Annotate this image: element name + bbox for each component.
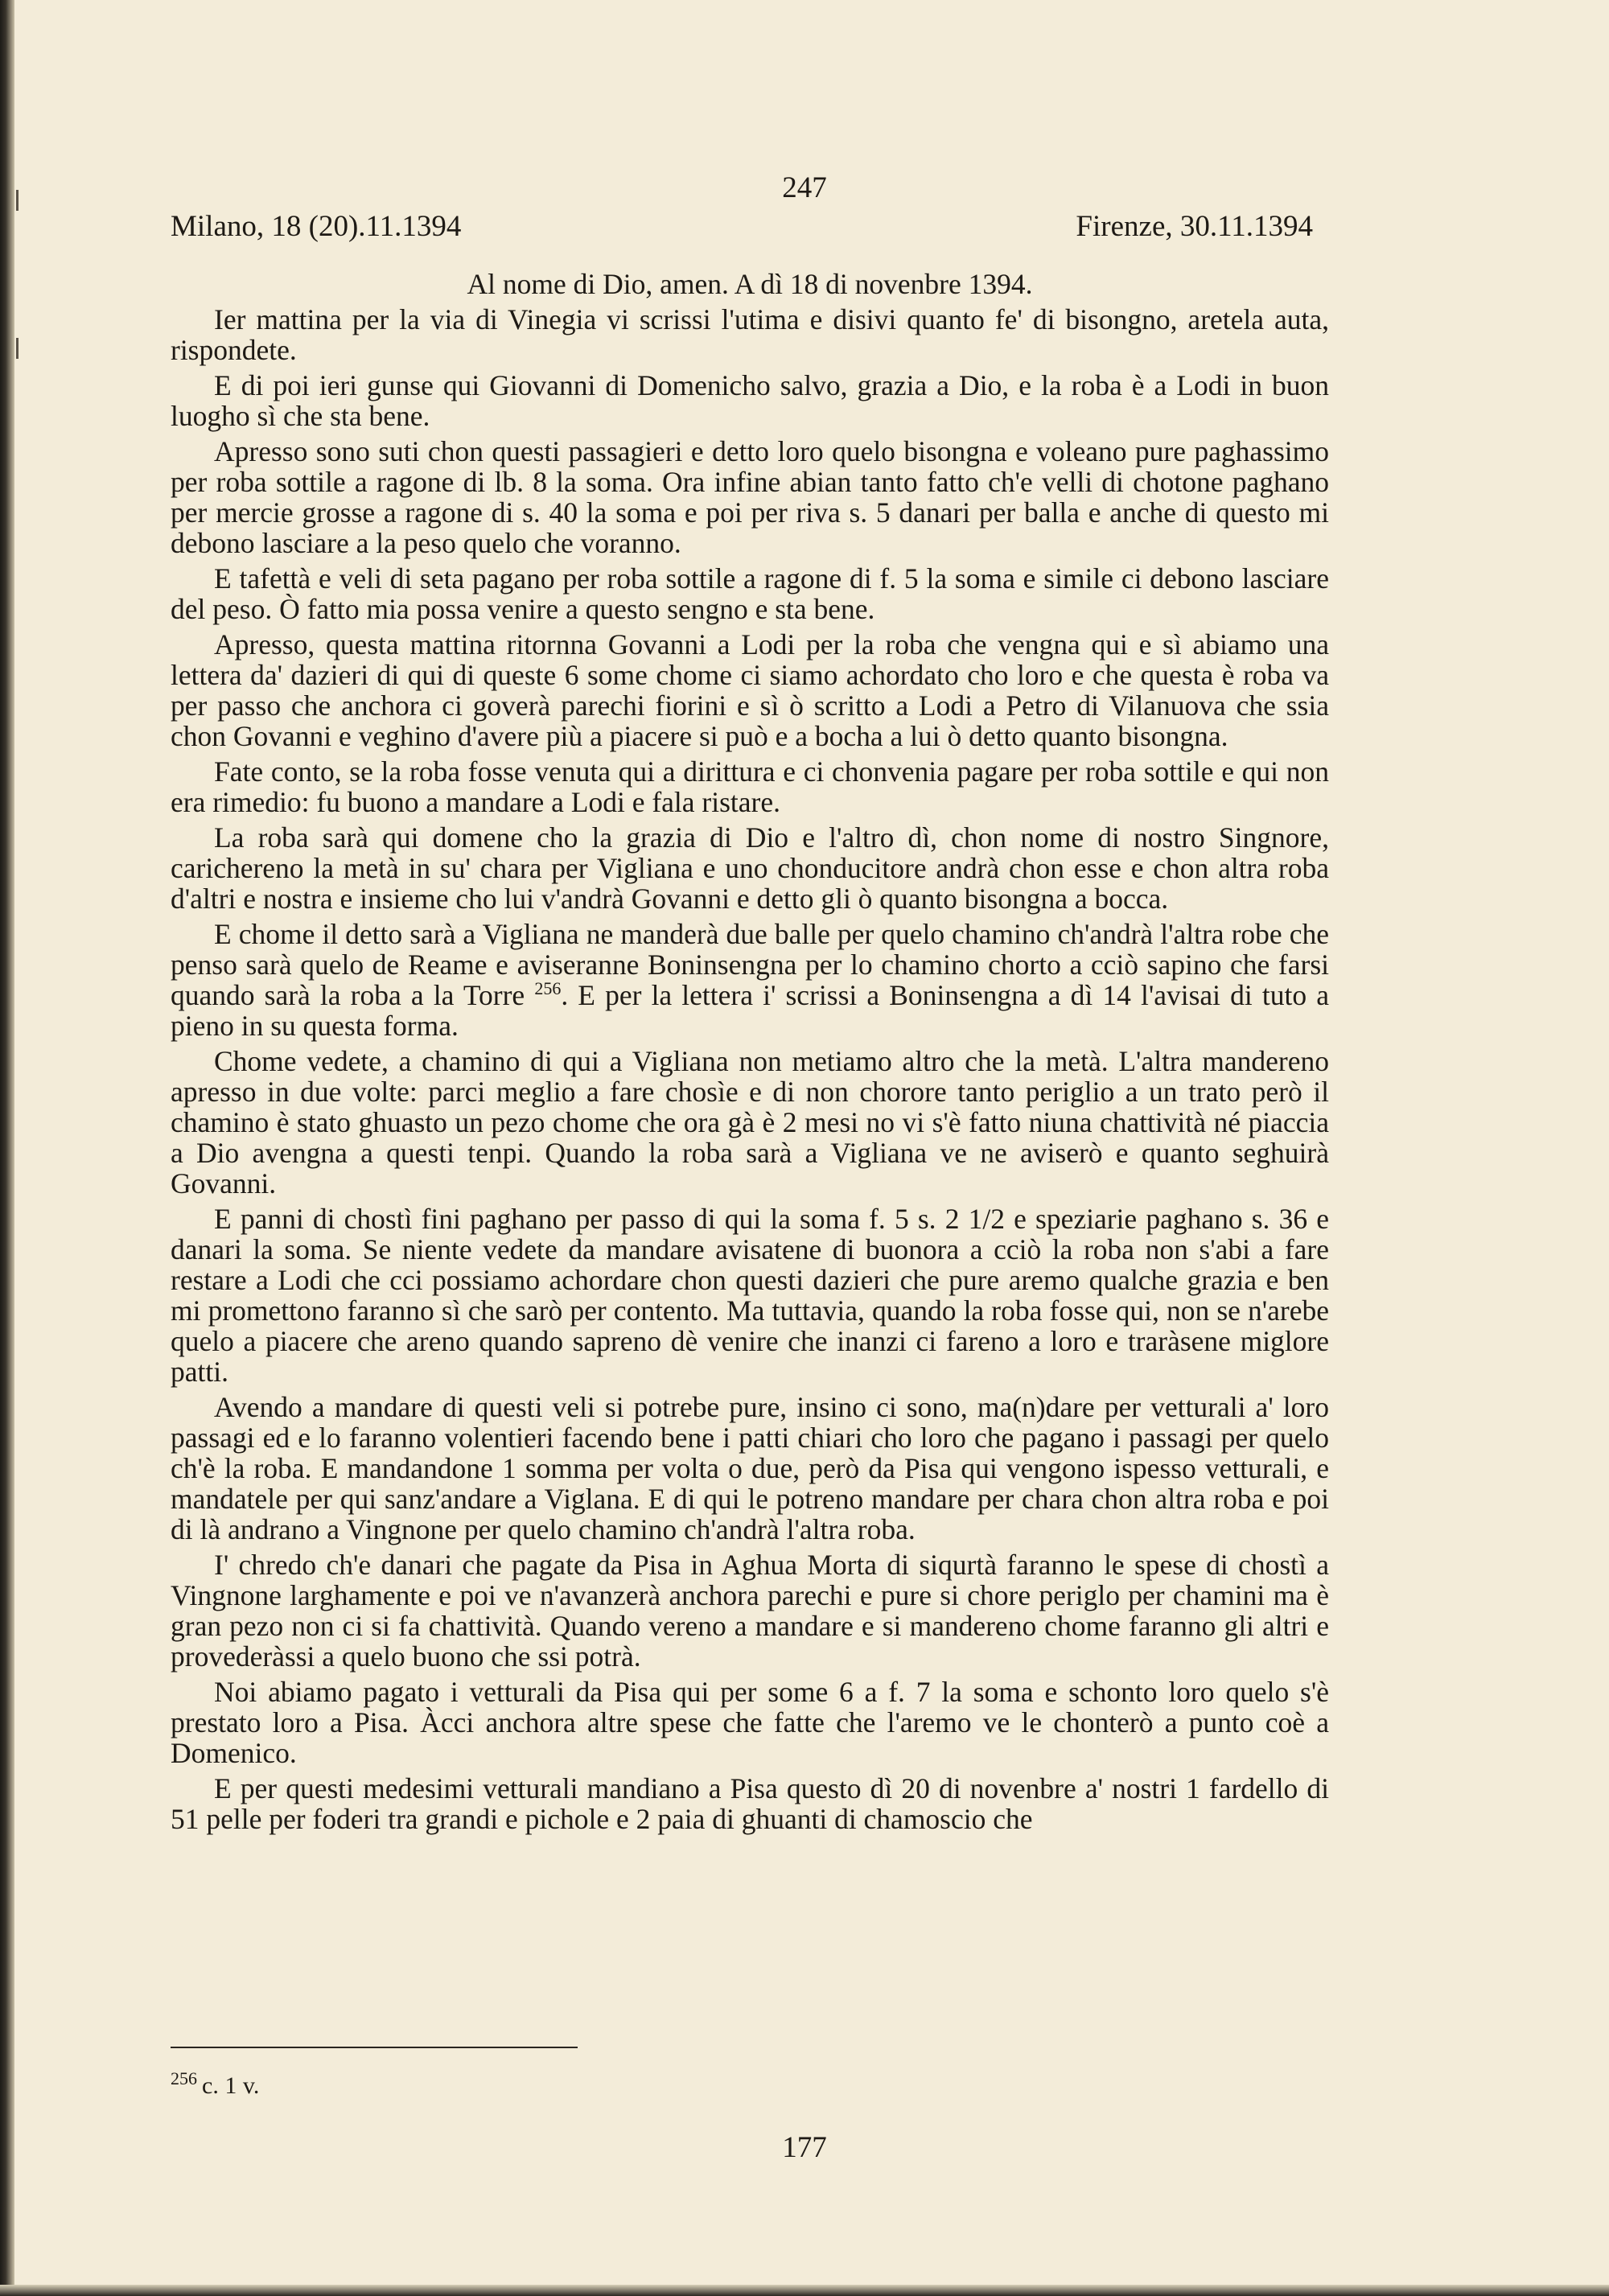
letter-salutation: Al nome di Dio, amen. A dì 18 di novenbre 1394. <box>467 268 1033 300</box>
paragraph: E panni di chostì fini paghano per passo di qui la soma f. 5 s. 2 1/2 e speziarie paghano s. 36 e danari la soma. Se niente vedete da mandare avisatene di buonora a cciò la roba non s'abi a fare restare a Lodi che cci possiamo achordare chon questi dazieri che pure aremo qualche grazia e ben mi promettono faranno sì che sarò per contento. Ma tuttavia, quando la roba fosse qui, non se n'arebe quelo a piacere che areno quando sapreno dè venire che inanzi ci fareno a loro e traràsene miglore patti. <box>171 1203 1329 1388</box>
paragraph: E tafettà e veli di seta pagano per roba sottile a ragone di f. 5 la soma e simile ci debono lasciare del peso. Ò fatto mia possa venire a questo sengno e sta bene. <box>171 562 1329 625</box>
letter-body <box>171 269 1329 1839</box>
footnote-number: 256 <box>171 2068 197 2088</box>
footnote-divider <box>171 2047 578 2048</box>
paragraph: Chome vedete, a chamino di qui a Vigliana non metiamo altro che la metà. L'altra mandereno apresso in due volte: parci meglio a fare chosìe e di non chorore tanto periglio a un trato però il chamino è stato ghuasto un pezo chome che ora gà è 2 mesi no vi s'è fatto niuna chattività né piaccia a Dio avengna a questi tenpi. Quando la roba sarà a Vigliana ve ne aviserò e quanto seghuirà Govanni. <box>171 1045 1329 1199</box>
header-origin-date: Milano, 18 (20).11.1394 <box>171 210 462 243</box>
document-number: 247 <box>782 171 827 204</box>
margin-mark <box>16 338 19 359</box>
paragraph-text: . E per la lettera i' scrissi a Boninsengna a dì 14 l'avisai di tuto a pieno in su questa forma. <box>171 979 1329 1042</box>
footnote-reference: 256 <box>534 978 562 999</box>
paragraph: Avendo a mandare di questi veli si potrebe pure, insino ci sono, ma(n)dare per vetturali a' loro passagi ed e lo faranno volentieri facendo bene i patti chiari cho loro che pagano i passagi per quelo ch'è la roba. E mandandone 1 somma per volta o due, però da Pisa qui vengono ispesso vetturali, e mandatele per qui sanz'andare a Viglana. E di qui le potreno mandare per chara chon altra roba e poi di là andrano a Vingnone per quelo chamino ch'andrà l'altra roba. <box>171 1391 1329 1545</box>
paragraph: I' chredo ch'e danari che pagate da Pisa in Aghua Morta di siqurtà faranno le spese di chostì a Vingnone larghamente e poi ve n'avanzerà anchora parechi e pure si chore periglo per chamini ma è gran pezo non ci si fa chattività. Quando vereno a mandare e si mandereno chome faranno gli altri e provederàssi a quelo buono che ssi potrà. <box>171 1549 1329 1673</box>
paragraph: E di poi ieri gunse qui Giovanni di Domenicho salvo, grazia a Dio, e la roba è a Lodi in buon luogho sì che sta bene. <box>171 369 1329 432</box>
paragraph-text: E chome il detto sarà a Vigliana ne manderà due balle per quelo chamino ch'andrà l'altra robe che penso sarà quelo de Reame e aviseranne Boninsengna per lo chamino chorto a cciò sapino che farsi quando sarà la roba a la Torre <box>171 918 1329 1011</box>
paragraph: Noi abiamo pagato i vetturali da Pisa qui per some 6 a f. 7 la soma e schonto loro quelo s'è prestato loro a Pisa. Àcci anchora altre spese che fatte che l'aremo ve le chonterò a punto coè a Domenico. <box>171 1676 1329 1769</box>
page-number: 177 <box>782 2131 827 2164</box>
page-bottom-edge <box>0 2285 1609 2296</box>
paragraph: E per questi medesimi vetturali mandiano a Pisa questo dì 20 di novenbre a' nostri 1 fardello di 51 pelle per foderi tra grandi e pichole e 2 paia di ghuanti di chamoscio che <box>171 1772 1329 1835</box>
footnote <box>171 2068 260 2100</box>
footnote-text: c. 1 v. <box>202 2072 260 2099</box>
page-binding-edge <box>0 0 14 2296</box>
paragraph: Apresso sono suti chon questi passagieri e detto loro quelo bisongna e voleano pure paghassimo per roba sottile a ragone di lb. 8 la soma. Ora infine abian tanto fatto ch'e velli di chotone paghano per mercie grosse a ragone di s. 40 la soma e poi per riva s. 5 danari per balla e anche di questo mi debono lasciare a la peso quelo che voranno. <box>171 435 1329 559</box>
paragraph: Fate conto, se la roba fosse venuta qui a dirittura e ci chonvenia pagare per roba sottile e qui non era rimedio: fu buono a mandare a Lodi e fala ristare. <box>171 755 1329 818</box>
header-destination-date: Firenze, 30.11.1394 <box>1076 210 1313 243</box>
paragraph: Ier mattina per la via di Vinegia vi scrissi l'utima e disivi quanto fe' di bisongno, aretela auta, rispondete. <box>171 303 1329 366</box>
paragraph: Apresso, questa mattina ritornna Govanni a Lodi per la roba che vengna qui e sì abiamo una lettera da' dazieri di qui di queste 6 some chome ci siamo achordato cho loro e che questa è roba va per passo che anchora ci goverà parechi fiorini e sì ò scritto a Lodi a Petro di Vilanuova che ssia chon Govanni e veghino d'avere più a piacere si può e a bocha a lui ò detto quanto bisongna. <box>171 628 1329 752</box>
paragraph: La roba sarà qui domene cho la grazia di Dio e l'altro dì, chon nome di nostro Singnore, carichereno la metà in su' chara per Vigliana e uno chonducitore andrà chon esse e chon altra roba d'altri e nostra e insieme cho lui v'andrà Govanni e detto gli ò quanto bisongna a bocca. <box>171 821 1329 915</box>
paragraph-with-footnote <box>171 919 1329 1041</box>
